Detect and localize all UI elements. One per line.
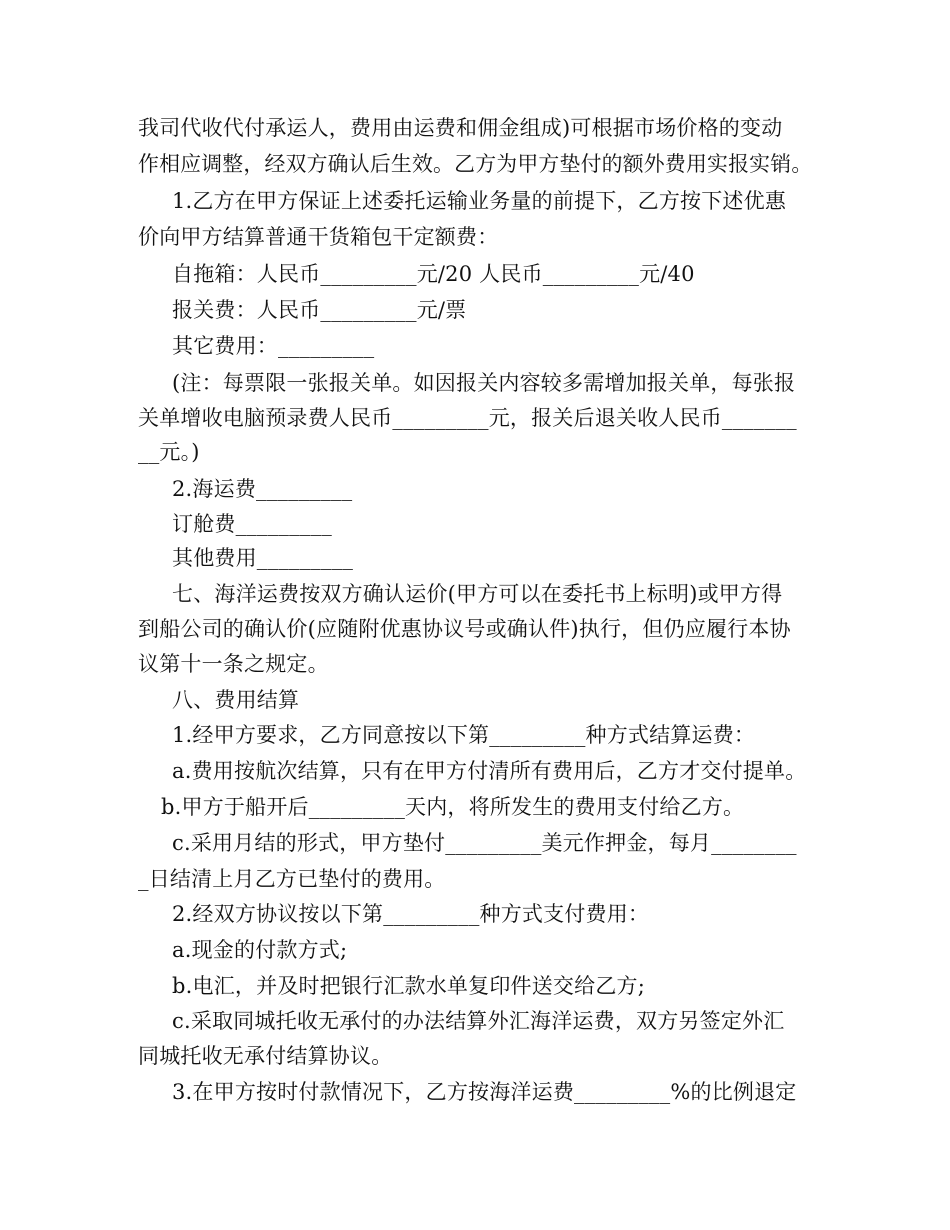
text-line: 自拖箱：人民币_________元/20 人民币_________元/40 [172, 262, 695, 286]
text-line: 3.在甲方按时付款情况下，乙方按海洋运费_________%的比例退定 [172, 1080, 797, 1104]
text-line: 2.经双方协议按以下第_________种方式支付费用： [172, 902, 650, 926]
text-line: 报关费：人民币_________元/票 [172, 298, 467, 322]
text-line: 关单增收电脑预录费人民币_________元，报关后退关收人民币_______ [138, 406, 797, 430]
text-line: 到船公司的确认价(应随附优惠协议号或确认件)执行，但仍应履行本协 [138, 617, 791, 641]
text-line: 议第十一条之规定。 [138, 652, 329, 676]
text-line: 2.海运费_________ [172, 477, 353, 501]
text-line: 七、海洋运费按双方确认运价(甲方可以在委托书上标明)或甲方得 [172, 582, 783, 606]
text-line: c.采用月结的形式，甲方垫付_________美元作押金，每月________ [172, 831, 797, 855]
text-line: __元。) [138, 440, 200, 464]
text-line: 其它费用：_________ [172, 334, 375, 358]
text-line: c.采取同城托收无承付的办法结算外汇海洋运费，双方另签定外汇 [172, 1009, 785, 1033]
text-line: a.费用按航次结算，只有在甲方付清所有费用后，乙方才交付提单。 [172, 759, 807, 783]
text-line: 我司代收代付承运人，费用由运费和佣金组成)可根据市场价格的变动 [138, 116, 783, 140]
text-line: 订舱费_________ [172, 512, 332, 536]
text-line: 同城托收无承付结算协议。 [138, 1044, 393, 1068]
text-line: b.甲方于船开后_________天内，将所发生的费用支付给乙方。 [161, 795, 745, 819]
text-line: 八、费用结算 [172, 688, 300, 712]
text-line: b.电汇，并及时把银行汇款水单复印件送交给乙方; [172, 974, 645, 998]
text-line: _日结清上月乙方已垫付的费用。 [138, 867, 446, 891]
text-line: 价向甲方结算普通干货箱包干定额费： [138, 225, 499, 249]
text-line: 1.经甲方要求，乙方同意按以下第_________种方式结算运费： [172, 723, 756, 747]
text-line: 作相应调整，经双方确认后生效。乙方为甲方垫付的额外费用实报实销。 [138, 152, 813, 176]
text-line: 1.乙方在甲方保证上述委托运输业务量的前提下，乙方按下述优惠 [172, 189, 787, 213]
text-line: 其他费用_________ [172, 546, 354, 570]
text-line: a.现金的付款方式; [172, 938, 348, 962]
text-line: (注：每票限一张报关单。如因报关内容较多需增加报关单，每张报 [172, 371, 796, 395]
